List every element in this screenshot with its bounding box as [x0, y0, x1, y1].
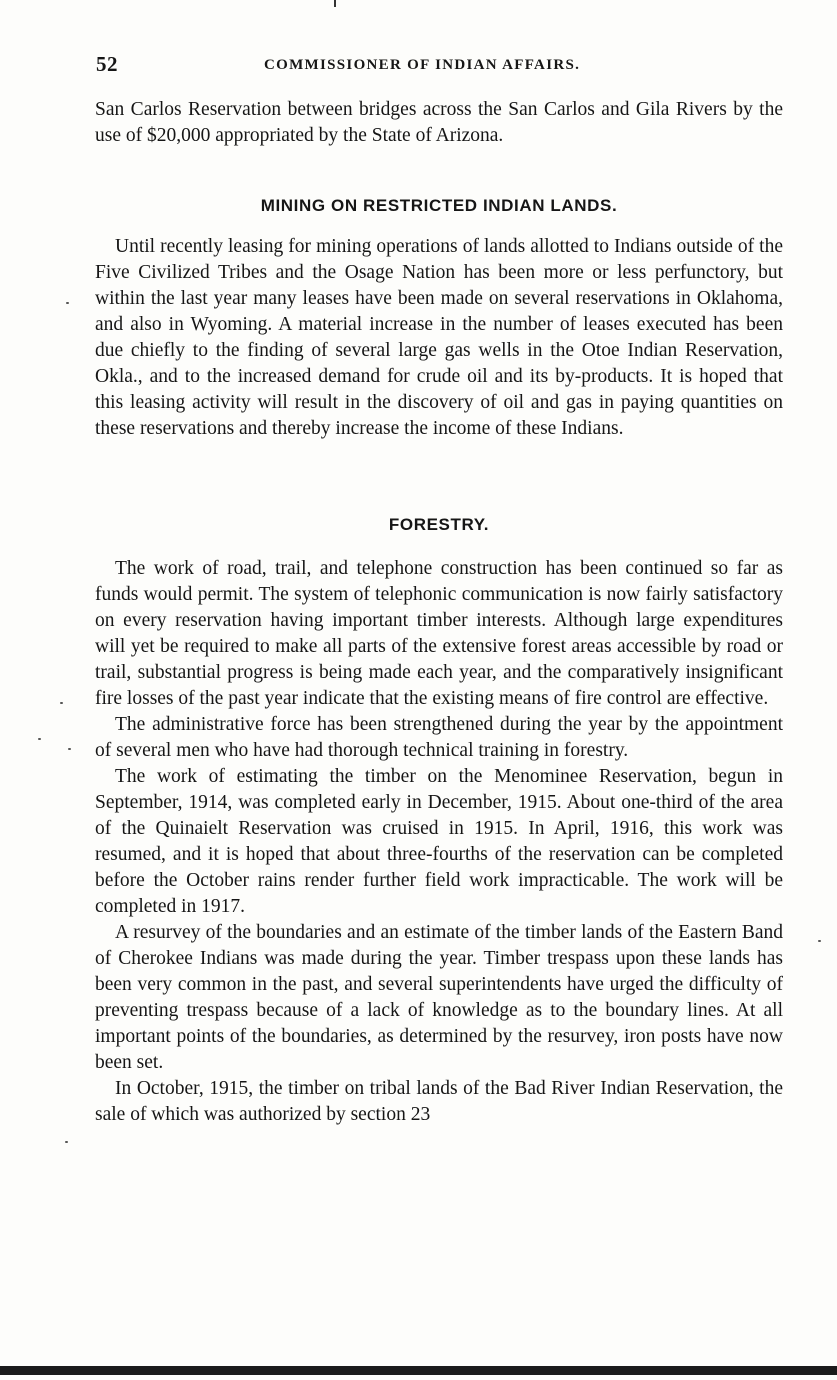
running-title: COMMISSIONER OF INDIAN AFFAIRS.	[264, 57, 581, 73]
forestry-paragraph-3: The work of estimating the timber on the Menominee Reservation, begun in September, 1914, was completed early in December, 1915. About one-third of the area of the Quinaielt Reservation was cruised in 1915. In April, 1916, this work was resumed, and it is hoped that about three-fourths of the reservation can be completed before the October rains render further field work impracticable. The work will be completed in 1917.	[95, 766, 783, 917]
mining-paragraph: Until recently leasing for mining operations of lands allotted to Indians outside of the Five Civilized Tribes and the Osage Nation has been more or less perfunctory, but within the last year many leases have been made on several reservations in Oklahoma, and also in Wyoming. A material increase in the number of leases executed has been due chiefly to the finding of several large gas wells in the Otoe Indian Reservation, Okla., and to the increased demand for crude oil and its by-products. It is hoped that this leasing activity will result in the discovery of oil and gas in paying quantities on these reservations and thereby increase the income of these Indians.	[95, 236, 783, 439]
scan-speck	[818, 940, 821, 942]
scan-speck	[38, 738, 41, 740]
forestry-paragraph-5: In October, 1915, the timber on tribal lands of the Bad River Indian Reservation, the sale of which was authorized by section 23	[95, 1078, 783, 1125]
running-head	[96, 52, 782, 76]
forestry-section-body	[95, 556, 783, 1128]
section-heading-mining: MINING ON RESTRICTED INDIAN LANDS.	[260, 196, 618, 215]
section-heading-forestry: FORESTRY.	[388, 515, 490, 534]
page-number: 52	[96, 52, 118, 76]
scan-speck	[66, 302, 69, 304]
forestry-paragraph-1: The work of road, trail, and telephone construction has been continued so far as funds would permit. The system of telephonic communication is now fairly satisfactory on every reservation having important timber interests. Although large expenditures will yet be required to make all parts of the extensive forest areas accessible by road or trail, substantial progress is being made each year, and the comparatively insignificant fire losses of the past year indicate that the existing means of fire control are effective.	[95, 558, 783, 709]
scan-mark	[334, 0, 336, 7]
intro-paragraph: San Carlos Reservation between bridges across the San Carlos and Gila Rivers by the use of $20,000 appropriated by the State of Arizona.	[95, 99, 783, 146]
scan-speck	[68, 748, 71, 750]
mining-section-body	[95, 234, 783, 442]
scan-speck	[60, 702, 63, 704]
forestry-paragraph-4: A resurvey of the boundaries and an estimate of the timber lands of the Eastern Band of Cherokee Indians was made during the year. Timber trespass upon these lands has been very common in the past, and several superintendents have urged the difficulty of preventing trespass because of a lack of knowledge as to the boundary lines. At all important points of the boundaries, as determined by the resurvey, iron posts have now been set.	[95, 922, 783, 1073]
intro-section	[95, 97, 783, 149]
page-bottom-edge	[0, 1366, 837, 1375]
forestry-paragraph-2: The administrative force has been strengthened during the year by the appointment of several men who have had thorough technical training in forestry.	[95, 714, 783, 761]
scan-speck	[65, 1141, 68, 1143]
